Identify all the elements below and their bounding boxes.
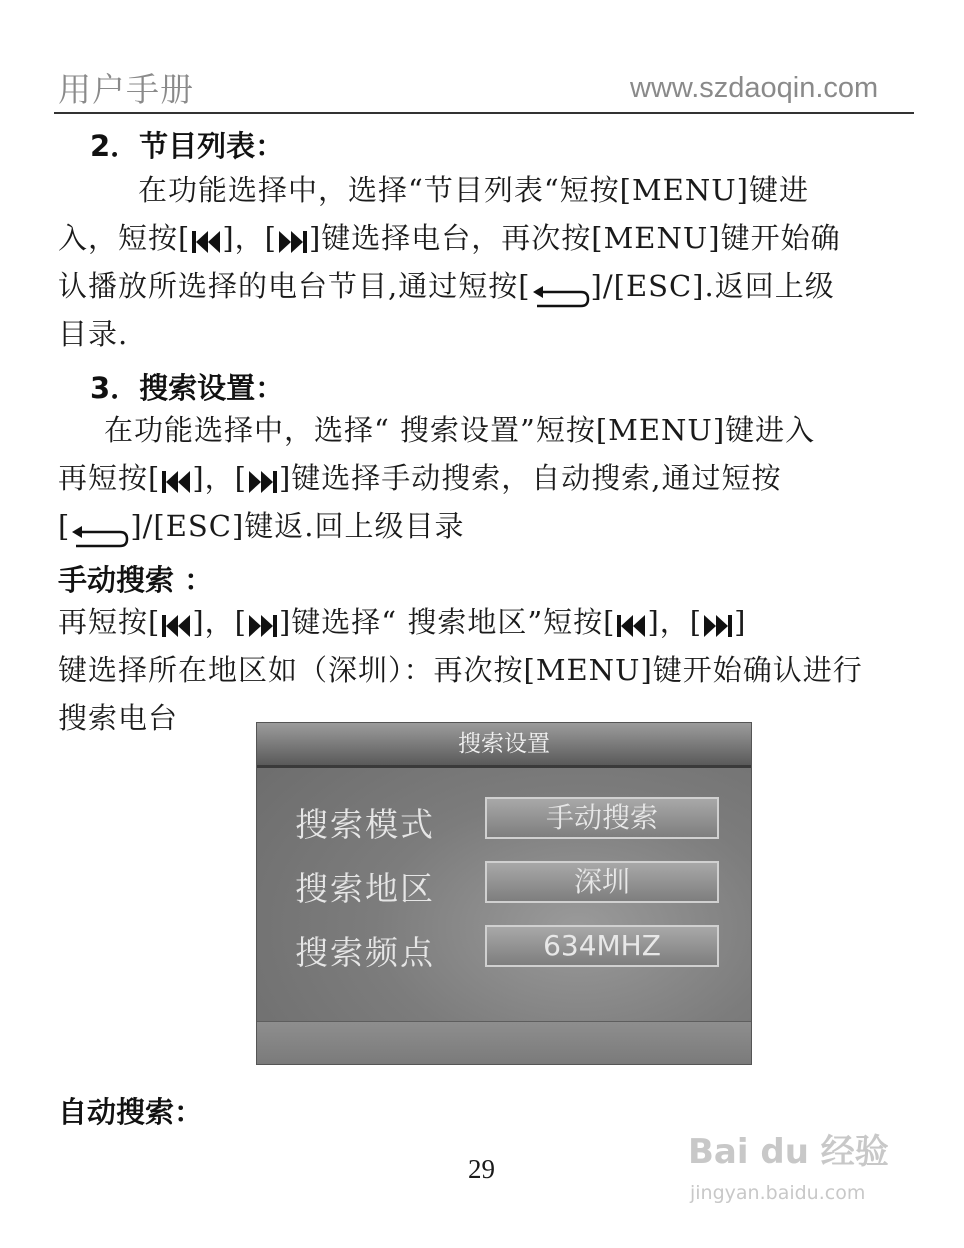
baidu-watermark-url: jingyan.baidu.com — [690, 1182, 866, 1204]
section-3-heading: 3．搜索设置： — [90, 371, 285, 405]
manual-title: 用户手册 — [58, 70, 194, 109]
section-3-line-3 — [58, 502, 464, 550]
page-number: 29 — [468, 1154, 495, 1184]
next-icon — [704, 600, 732, 648]
text: ]/[ESC].返回上级 — [590, 269, 835, 303]
prev-icon — [617, 600, 645, 648]
section-2-line-1: 在功能选择中，选择“节目列表“短按[MENU]键进 — [138, 173, 809, 207]
next-icon — [279, 216, 307, 264]
return-icon — [70, 515, 130, 541]
prev-icon — [162, 600, 190, 648]
website-url: www.szdaoqin.com — [630, 72, 879, 104]
text: 再短按[ — [58, 605, 161, 639]
text: 再短按[ — [58, 461, 161, 495]
section-3-line-2 — [58, 454, 782, 504]
text: ]，[ — [192, 605, 247, 639]
search-region-label: 搜索地区 — [295, 869, 435, 908]
prev-icon — [162, 456, 190, 504]
search-mode-label: 搜索模式 — [295, 805, 435, 844]
next-icon — [249, 600, 277, 648]
screen-title-divider — [257, 765, 751, 768]
text: 入，短按[ — [58, 221, 191, 255]
section-2-heading: 2．节目列表： — [90, 129, 285, 163]
search-region-value[interactable]: 深圳 — [485, 861, 719, 903]
manual-search-heading: 手动搜索 ： — [58, 563, 214, 597]
text: ]键选择电台，再次按[MENU]键开始确 — [308, 221, 841, 255]
text: ]，[ — [222, 221, 277, 255]
section-3-line-1: 在功能选择中，选择“ 搜索设置”短按[MENU]键进入 — [104, 413, 816, 447]
next-icon — [249, 456, 277, 504]
search-frequency-value[interactable]: 634MHZ — [485, 925, 719, 967]
manual-search-line-3: 搜索电台 — [58, 701, 179, 735]
text: 认播放所选择的电台节目,通过短按[ — [58, 269, 531, 303]
section-2-line-2 — [58, 214, 841, 264]
return-icon — [531, 275, 591, 301]
search-mode-value[interactable]: 手动搜索 — [485, 797, 719, 839]
manual-search-line-1 — [58, 598, 746, 648]
screen-title: 搜索设置 — [257, 723, 751, 765]
prev-icon — [192, 216, 220, 264]
screen-footer — [257, 1021, 751, 1065]
baidu-watermark: Bai du 经验 — [688, 1132, 889, 1172]
text: ]键选择“ 搜索地区”短按[ — [278, 605, 616, 639]
search-frequency-label: 搜索频点 — [295, 933, 435, 972]
section-2-line-3 — [58, 262, 835, 310]
manual-search-line-2: 键选择所在地区如（深圳）：再次按[MENU]键开始确认进行 — [58, 653, 863, 687]
header-rule — [54, 112, 914, 114]
section-2-line-4: 目录. — [58, 317, 129, 351]
text: ]，[ — [192, 461, 247, 495]
text: [ — [58, 509, 71, 543]
auto-search-heading: 自动搜索： — [58, 1095, 204, 1129]
text: ]，[ — [647, 605, 703, 639]
search-settings-screen — [256, 722, 752, 1065]
text: ] — [734, 605, 747, 639]
text: ]键选择手动搜索，自动搜索,通过短按 — [278, 461, 782, 495]
text: ]/[ESC]键返.回上级目录 — [130, 509, 465, 543]
